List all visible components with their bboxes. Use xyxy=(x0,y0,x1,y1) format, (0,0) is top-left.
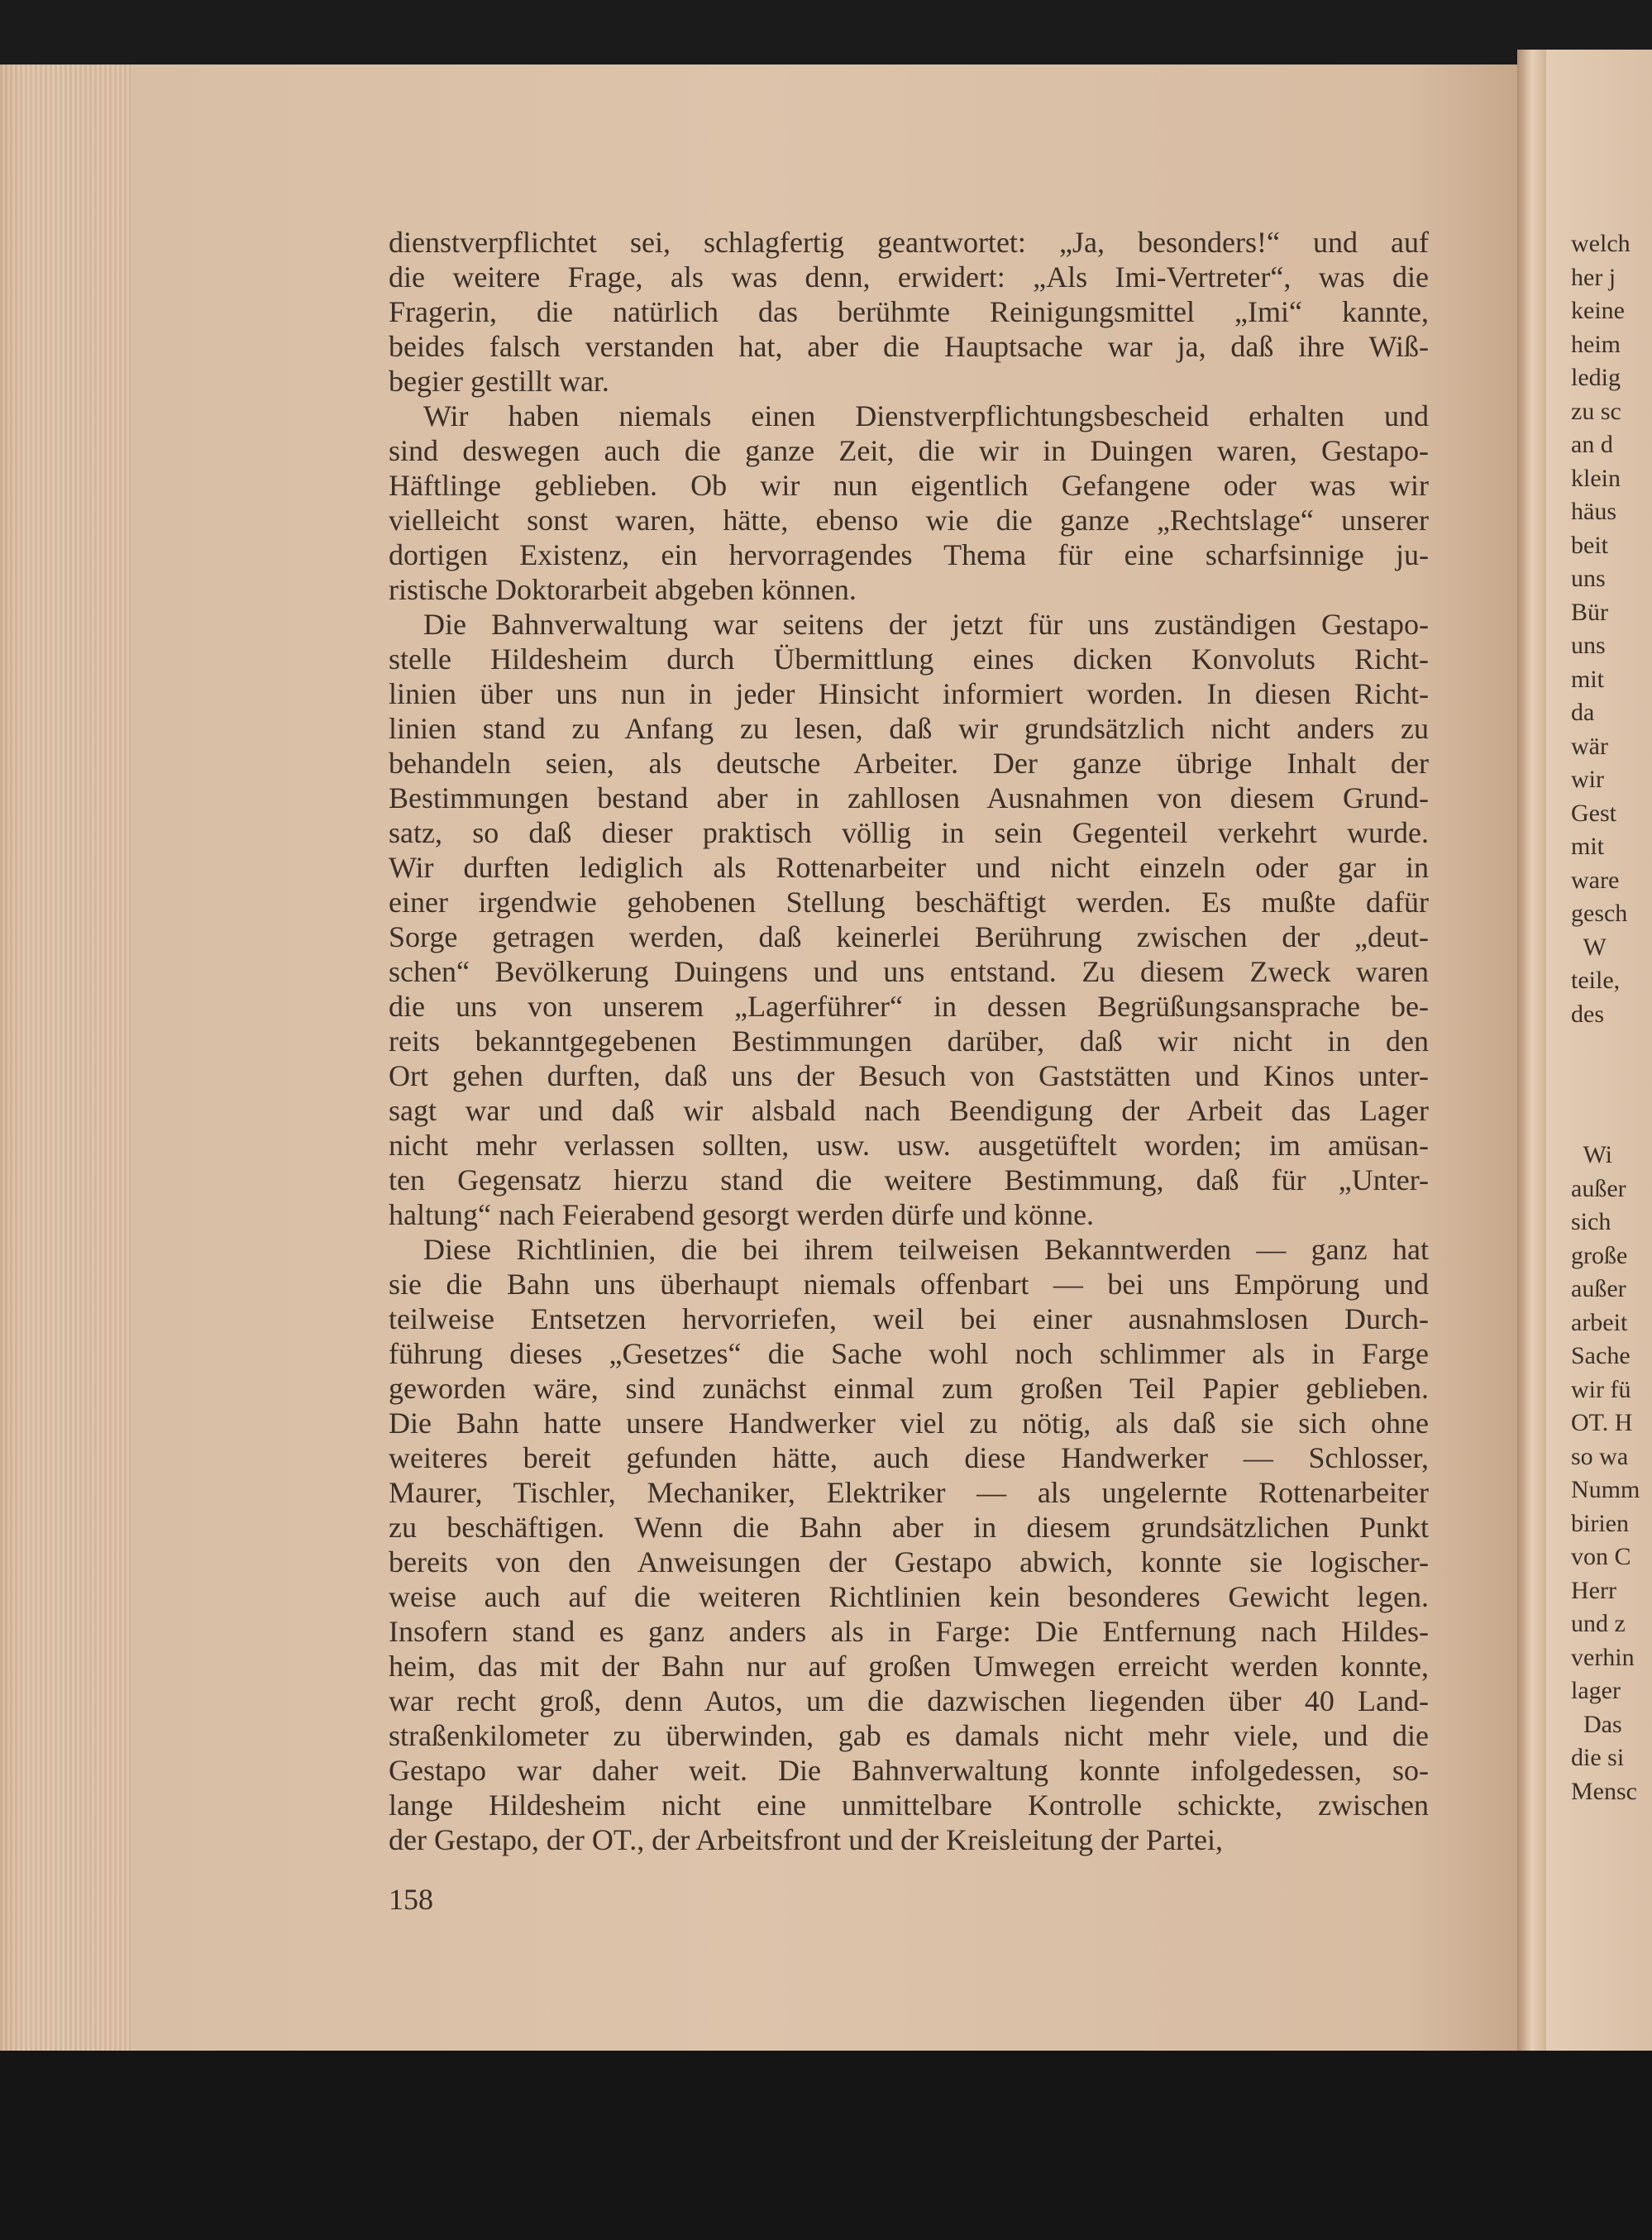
text-line: Die Bahnverwaltung war seitens der jetzt für uns zuständigen Gestapo- xyxy=(423,608,1429,641)
facing-page-line: mit xyxy=(1571,665,1605,693)
text-line: stelle Hildesheim durch Übermittlung eines dicken Konvoluts Richt- xyxy=(389,642,1429,676)
facing-page-line: arbeit xyxy=(1571,1308,1628,1336)
facing-page-line: keine xyxy=(1571,297,1625,324)
facing-page-line: große xyxy=(1571,1241,1628,1269)
facing-page-line: mit xyxy=(1571,833,1605,860)
facing-page-line: Gest xyxy=(1571,799,1616,827)
right-book-page xyxy=(1546,50,1652,2067)
facing-page-line: welch xyxy=(1571,230,1631,257)
facing-page-line: des xyxy=(1571,1000,1604,1028)
text-line: begier gestillt war. xyxy=(389,365,609,398)
facing-page-line: sich xyxy=(1571,1208,1611,1235)
text-line: heim, das mit der Bahn nur auf großen Umwegen erreicht werden konnte, xyxy=(389,1650,1429,1683)
facing-page-line: zu sc xyxy=(1571,397,1621,425)
page-number: 158 xyxy=(389,1883,433,1916)
facing-page-line: ledig xyxy=(1571,364,1621,391)
text-line: Wir haben niemals einen Dienstverpflichtungsbescheid erhalten und xyxy=(423,399,1429,432)
text-line: Bestimmungen bestand aber in zahllosen Ausnahmen von diesem Grund- xyxy=(389,781,1429,814)
text-line: beides falsch verstanden hat, aber die Hauptsache war ja, daß ihre Wiß- xyxy=(389,330,1429,363)
facing-page-line: Das xyxy=(1571,1710,1622,1738)
text-line: linien über uns nun in jeder Hinsicht informiert worden. In diesen Richt- xyxy=(389,677,1429,710)
text-line: Wir durften lediglich als Rottenarbeiter und nicht einzeln oder gar in xyxy=(389,851,1429,884)
facing-page-line: uns xyxy=(1571,632,1606,659)
text-line: vielleicht sonst waren, hätte, ebenso wie die ganze „Rechtslage“ unserer xyxy=(389,504,1429,537)
text-line: weise auch auf die weiteren Richtlinien kein besonderes Gewicht legen. xyxy=(389,1580,1429,1613)
facing-page-line: außer xyxy=(1571,1275,1626,1302)
facing-page-line: da xyxy=(1571,699,1595,726)
facing-page-line: Bür xyxy=(1571,598,1608,626)
text-line: teilweise Entsetzen hervorriefen, weil bei einer ausnahmslosen Durch- xyxy=(389,1302,1429,1335)
facing-page-line: Numm xyxy=(1571,1476,1640,1503)
facing-page-line: her j xyxy=(1571,263,1616,291)
facing-page-line: Mensc xyxy=(1571,1777,1637,1805)
book-gutter xyxy=(1517,50,1550,2067)
facing-page-line: Wi xyxy=(1571,1141,1612,1168)
text-line: sind deswegen auch die ganze Zeit, die wir in Duingen waren, Gestapo- xyxy=(389,434,1429,467)
facing-page-line: wir fü xyxy=(1571,1375,1631,1403)
text-line: ten Gegensatz hierzu stand die weitere Bestimmung, daß für „Unter- xyxy=(389,1163,1429,1196)
text-line: Gestapo war daher weit. Die Bahnverwaltung konnte infolgedessen, so- xyxy=(389,1754,1429,1787)
text-line: die weitere Frage, als was denn, erwidert: „Als Imi-Vertreter“, was die xyxy=(389,260,1429,294)
facing-page-line: lager xyxy=(1571,1677,1621,1704)
text-line: einer irgendwie gehobenen Stellung beschäftigt werden. Es mußte dafür xyxy=(389,886,1429,919)
facing-page-line: ware xyxy=(1571,866,1620,894)
text-line: die uns von unserem „Lagerführer“ in dessen Begrüßungsansprache be- xyxy=(389,990,1429,1023)
facing-page-line: häus xyxy=(1571,498,1616,525)
text-line: geworden wäre, sind zunächst einmal zum großen Teil Papier geblieben. xyxy=(389,1372,1429,1405)
page-edge-stack xyxy=(0,64,132,2066)
facing-page-line: verhin xyxy=(1571,1643,1635,1671)
facing-page-line: so wa xyxy=(1571,1442,1629,1470)
text-line: Ort gehen durften, daß uns der Besuch von Gaststätten und Kinos unter- xyxy=(389,1059,1429,1092)
facing-page-line: uns xyxy=(1571,565,1606,592)
text-line: behandeln seien, als deutsche Arbeiter. Der ganze übrige Inhalt der xyxy=(389,747,1429,780)
text-line: nicht mehr verlassen sollten, usw. usw. ausgetüftelt worden; im amüsan- xyxy=(389,1129,1429,1162)
body-text xyxy=(389,225,1429,1917)
facing-page-line: gesch xyxy=(1571,900,1628,927)
facing-page-line: und z xyxy=(1571,1610,1626,1637)
text-line: dienstverpflichtet sei, schlagfertig geantwortet: „Ja, besonders!“ und auf xyxy=(389,226,1429,259)
text-line: Maurer, Tischler, Mechaniker, Elektriker — als ungelernte Rottenarbeiter xyxy=(389,1476,1429,1509)
text-line: der Gestapo, der OT., der Arbeitsfront und der Kreisleitung der Partei, xyxy=(389,1823,1224,1856)
facing-page-line: an d xyxy=(1571,431,1613,458)
paragraph xyxy=(389,607,1429,1232)
facing-page-line: von C xyxy=(1571,1543,1631,1570)
text-line: lange Hildesheim nicht eine unmittelbare Kontrolle schickte, zwischen xyxy=(389,1789,1429,1822)
facing-page-line: klein xyxy=(1571,464,1621,492)
facing-page-text-top xyxy=(1571,227,1652,1031)
facing-page-line: Sache xyxy=(1571,1342,1631,1369)
facing-page-line: wir xyxy=(1571,766,1604,793)
text-line: Häftlinge geblieben. Ob wir nun eigentlich Gefangene oder was wir xyxy=(389,469,1429,502)
facing-page-line: heim xyxy=(1571,330,1621,358)
text-line: satz, so daß dieser praktisch völlig in sein Gegenteil verkehrt wurde. xyxy=(389,816,1429,849)
facing-page-line: die si xyxy=(1571,1744,1625,1771)
facing-page-line: beit xyxy=(1571,531,1608,559)
paragraphs xyxy=(389,225,1429,1857)
paragraph xyxy=(389,1232,1429,1857)
text-line: bereits von den Anweisungen der Gestapo abwich, konnte sie logischer- xyxy=(389,1545,1429,1579)
facing-page-text-bottom xyxy=(1571,1139,1652,1808)
text-line: sie die Bahn uns überhaupt niemals offenbart — bei uns Empörung und xyxy=(389,1268,1429,1301)
text-line: Fragerin, die natürlich das berühmte Reinigungsmittel „Imi“ kannte, xyxy=(389,295,1429,328)
facing-page-column xyxy=(1571,227,1652,1808)
paragraph xyxy=(389,399,1429,607)
text-line: Sorge getragen werden, daß keinerlei Berührung zwischen der „deut- xyxy=(389,920,1429,953)
text-line: Insofern stand es ganz anders als in Farge: Die Entfernung nach Hildes- xyxy=(389,1615,1429,1648)
text-line: reits bekanntgegebenen Bestimmungen darüber, daß wir nicht in den xyxy=(389,1024,1429,1058)
facing-page-line: birien xyxy=(1571,1509,1629,1537)
facing-page-line: W xyxy=(1571,933,1607,961)
facing-page-line: wär xyxy=(1571,732,1608,760)
facing-page-line: teile, xyxy=(1571,967,1621,994)
text-line: linien stand zu Anfang zu lesen, daß wir grundsätzlich nicht anders zu xyxy=(389,712,1429,745)
facing-page-line: Herr xyxy=(1571,1576,1616,1604)
text-line: zu beschäftigen. Wenn die Bahn aber in diesem grundsätzlichen Punkt xyxy=(389,1511,1429,1544)
paragraph xyxy=(389,225,1429,399)
facing-page-line: OT. H xyxy=(1571,1409,1633,1436)
text-line: straßenkilometer zu überwinden, gab es damals nicht mehr viele, und die xyxy=(389,1719,1429,1752)
text-line: führung dieses „Gesetzes“ die Sache wohl noch schlimmer als in Farge xyxy=(389,1337,1429,1370)
text-line: sagt war und daß wir alsbald nach Beendigung der Arbeit das Lager xyxy=(389,1094,1429,1127)
text-line: war recht groß, denn Autos, um die dazwischen liegenden über 40 Land- xyxy=(389,1684,1429,1717)
text-line: ristische Doktorarbeit abgeben können. xyxy=(389,573,857,606)
text-line: dortigen Existenz, ein hervorragendes Thema für eine scharfsinnige ju- xyxy=(389,538,1429,571)
text-line: schen“ Bevölkerung Duingens und uns entstand. Zu diesem Zweck waren xyxy=(389,955,1429,988)
text-line: Diese Richtlinien, die bei ihrem teilweisen Bekanntwerden — ganz hat xyxy=(423,1233,1429,1266)
facing-page-line: außer xyxy=(1571,1174,1626,1202)
scan-background-bottom xyxy=(0,2051,1652,2240)
text-line: Die Bahn hatte unsere Handwerker viel zu nötig, als daß sie sich ohne xyxy=(389,1407,1429,1440)
text-line: haltung“ nach Feierabend gesorgt werden dürfe und könne. xyxy=(389,1198,1095,1231)
text-line: weiteres bereit gefunden hätte, auch diese Handwerker — Schlosser, xyxy=(389,1441,1429,1474)
